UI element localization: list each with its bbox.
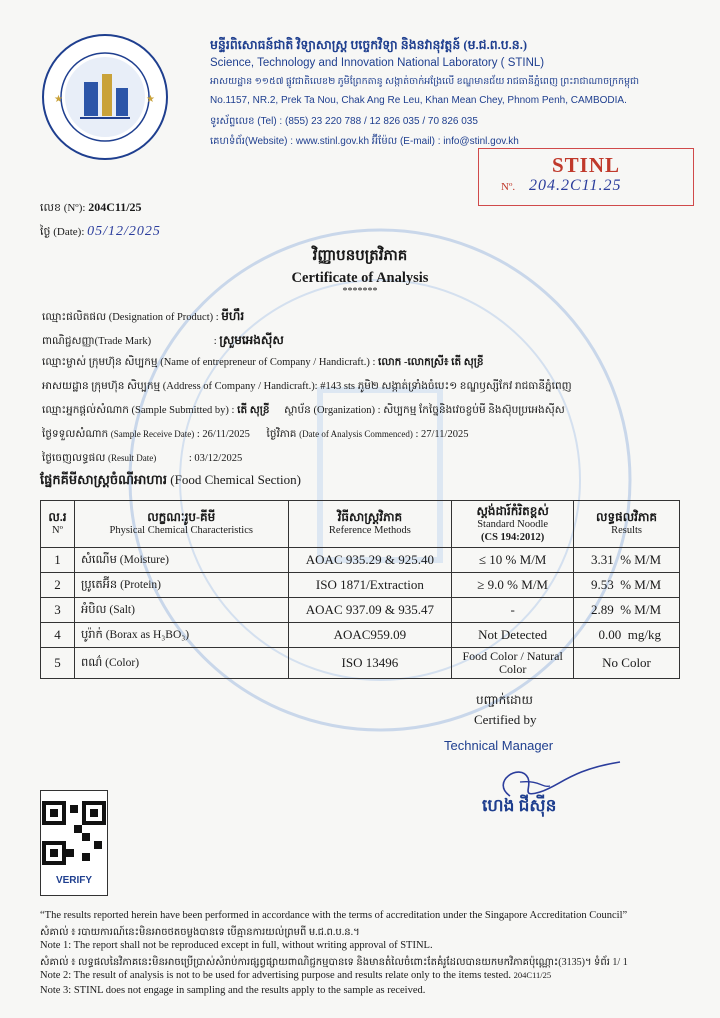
note-3: Note 3: STINL does not engage in sampling and the results apply to the sample as received. (40, 985, 426, 996)
address-value: #143 sts ភូមិ២ សង្កាត់ទ្រាំងចំបេះ១ ខណ្ឌឫស្សីកែវ រាជធានីភ្នំពេញ (320, 381, 572, 392)
table-row (41, 623, 680, 648)
row-method: AOAC959.09 (288, 623, 452, 648)
note-km-1: សំគាល់ ៖ របាយការណ៍នេះមិនអាចថតចម្លងបានទេ បើគ្មានការយល់ព្រមពី ម.ជ.ព.ប.ន.។ (40, 927, 360, 938)
website-email: គេហទំព័រ(Website) : www.stinl.gov.kh អ៊ីម៉ែល (E-mail) : info@stinl.gov.kh (210, 136, 519, 147)
row-method: AOAC 935.29 & 925.40 (288, 548, 452, 573)
trademark-value: ស្រួមអេងស៊ីស (219, 333, 284, 347)
owner-value: លោក -លោកស្រី៖ តើ សុខ្រី (378, 357, 484, 368)
row-characteristic: ប្រូតេអ៊ីន (Protein) (74, 573, 288, 598)
result-date-label: ថ្ងៃចេញលទ្ធផល (42, 453, 106, 464)
receive-label: ថ្ងៃទទួលសំណាក (42, 429, 109, 440)
header-methods: វិធីសាស្ត្រវិភាគ Reference Methods (288, 501, 452, 548)
row-standard: - (452, 598, 574, 623)
address-en: No.1157, NR.2, Prek Ta Nou, Chak Ang Re Leu, Khan Mean Chey, Phnom Penh, CAMBODIA. (210, 95, 627, 106)
stamp-no-label: Nº. (501, 181, 516, 193)
table-header-row (41, 501, 680, 548)
result-date-line (42, 452, 242, 467)
row-method: AOAC 937.09 & 935.47 (288, 598, 452, 623)
product-value: មីហឹរ (221, 309, 245, 323)
result-date-value: : 03/12/2025 (188, 453, 243, 464)
table-row (41, 573, 680, 598)
doc-date (40, 224, 161, 241)
owner-line (42, 356, 484, 371)
doc-number-label: លេខ (Nº): (40, 202, 86, 214)
note-2: Note 2: The result of analysis is not to be used for advertising purpose and results relate only to the items tested. 204C11/25 (40, 970, 552, 981)
product-label: ឈ្មោះផលិតផល (Designation of Product) (42, 312, 214, 323)
doc-number (40, 200, 142, 217)
header-characteristics: លក្ខណៈរូប-គីមី Physical Chemical Characteristics (74, 501, 288, 548)
verify-qr-code[interactable] (40, 790, 108, 896)
address-km: អាសយដ្ឋាន ១១៥៧ ផ្លូវជាតិលេខ២ ភូមិព្រែកតានូ សង្កាត់ចាក់អង្រែលើ ខណ្ឌមានជ័យ រាជធានីភ្នំពេញ ព្រះរាជាណាចក្រកម្ពុជា (210, 77, 640, 87)
receive-value: : 26/11/2025 (196, 429, 250, 440)
section-en: (Food Chemical Section) (170, 472, 301, 487)
row-characteristic: សំណើម (Moisture) (74, 548, 288, 573)
signer-name: ហេង ជីស៊ីន (482, 796, 557, 815)
verify-label: VERIFY (55, 875, 93, 886)
submitted-line (42, 404, 565, 419)
trademark-label: ពាណិជ្ជសញ្ញា(Trade Mark) (42, 336, 152, 347)
row-no: 4 (41, 623, 75, 648)
row-method: ISO 1871/Extraction (288, 573, 452, 598)
trademark-line: ពាណិជ្ជសញ្ញា(Trade Mark) : ស្រួមអេងស៊ីស (42, 333, 284, 347)
title-stars: ******* (342, 286, 378, 297)
row-characteristic: អំបិល (Salt) (74, 598, 288, 623)
commenced-label: ថ្ងៃវិភាគ (266, 429, 297, 440)
row-method: ISO 13496 (288, 648, 452, 679)
header-no: ល.រ Nº (41, 501, 75, 548)
row-no: 3 (41, 598, 75, 623)
product-line: ឈ្មោះផលិតផល (Designation of Product) : មីហឹរ (42, 309, 245, 323)
address-label: អាសយដ្ឋាន ក្រុមហ៊ុន សិប្បកម្ម (Address of Company / Handicraft.): (42, 381, 318, 392)
title-km: វិញ្ញាបនបត្រវិភាគ (312, 248, 408, 264)
receive-label-en: (Sample Receive Date) (110, 429, 195, 439)
organization-value: សិប្បកម្ម កែច្នៃនិងវេចខ្ចប់មី និងស៊ុបប្រអេងស៊ីស (383, 405, 565, 416)
doc-date-value: 05/12/2025 (87, 224, 161, 239)
address-line (42, 380, 572, 395)
submitted-label: ឈ្មោះអ្នកផ្តល់សំណាក (Sample Submitted by) : (42, 405, 235, 416)
row-no: 2 (41, 573, 75, 598)
stamp-no-value: 204.2C11.25 (529, 177, 622, 194)
note-km-2: សំគាល់ ៖ លទ្ធផលនៃវិភាគនេះមិនអាចប្រើប្រាស់សំរាប់ការផ្សព្វផ្សាយពាណិជ្ជកម្មបានទេ និងមានតំលៃចំពោះតែគំរូដែលបានយកមកវិភាគប៉ុណ្ណោះ(3135)។ ទំព័រ 1/ 1 (40, 957, 628, 968)
section-km: ផ្នែកគីមីសាស្ត្រចំណីអាហារ (40, 472, 168, 487)
row-result: 3.31 % M/M (574, 548, 680, 573)
svg-text:★: ★ (146, 94, 155, 105)
doc-date-label: ថ្ងៃ (Date): (40, 226, 85, 238)
table-row (41, 648, 680, 679)
telephone: ទូរស័ព្ទលេខ (Tel) : (855) 23 220 788 / 12 826 035 / 70 826 035 (210, 116, 478, 127)
row-result: 9.53 % M/M (574, 573, 680, 598)
table-row (41, 598, 680, 623)
organization-label: ស្ថាប័ន (Organization) : (284, 405, 381, 416)
stamp-title: STINL (551, 153, 621, 177)
doc-number-value: 204C11/25 (88, 200, 142, 214)
accreditation-note: “The results reported herein have been performed in accordance with the terms of accreditation under the Singapore Accreditation Council” (40, 910, 628, 921)
note-1: Note 1: The report shall not be reproduced except in full, without writing approval of STINL. (40, 940, 433, 951)
row-result: 2.89 % M/M (574, 598, 680, 623)
result-date-label-en: (Result Date) (107, 453, 157, 463)
stinl-stamp (478, 148, 694, 206)
technical-manager-title: Technical Manager (444, 738, 554, 753)
row-standard: ≥ 9.0 % M/M (452, 573, 574, 598)
table-row (41, 548, 680, 573)
row-no: 1 (41, 548, 75, 573)
row-standard: ≤ 10 % M/M (452, 548, 574, 573)
certified-by-en: Certified by (474, 712, 537, 727)
qr-icon (42, 801, 106, 865)
stinl-logo (40, 32, 170, 162)
org-name-km: មន្ទីរពិសោធន៍ជាតិ វិទ្យាសាស្ត្រ បច្ចេកវិទ្យា និងនវានុវត្តន៍ (ម.ជ.ព.ប.ន.) (210, 38, 528, 52)
commenced-label-en: (Date of Analysis Commenced) (299, 429, 413, 439)
row-characteristic: ពណ៌ (Color) (74, 648, 288, 679)
title-en: Certificate of Analysis (291, 270, 429, 286)
section-heading (40, 472, 301, 491)
row-result: No Color (574, 648, 680, 679)
row-result: 0.00 mg/kg (574, 623, 680, 648)
certified-by-km: បញ្ជាក់ដោយ (476, 693, 533, 707)
row-characteristic: បូរ៉ាក់ (Borax as H₃BO₃) (74, 623, 288, 648)
row-no: 5 (41, 648, 75, 679)
dates-line (42, 428, 468, 443)
org-name-en: Science, Technology and Innovation National Laboratory ( STINL) (210, 57, 545, 69)
header-results: លទ្ធផលវិភាគ Results (574, 501, 680, 548)
row-standard: Not Detected (452, 623, 574, 648)
commenced-value: : 27/11/2025 (415, 429, 469, 440)
svg-text:★: ★ (54, 94, 63, 105)
row-standard: Food Color / Natural Color (452, 648, 574, 679)
owner-label: ឈ្មោះម្ចាស់ ក្រុមហ៊ុន សិប្បកម្ម (Name of entrepreneur of Company / Handicraft.) : (42, 357, 376, 368)
header-standard: ស្តង់ដារ៍កំរិតខ្ពស់ Standard Noodle (CS 194:2012) (452, 501, 574, 548)
submitted-value: តើ សុខ្រី (237, 405, 270, 416)
results-table (40, 500, 680, 679)
